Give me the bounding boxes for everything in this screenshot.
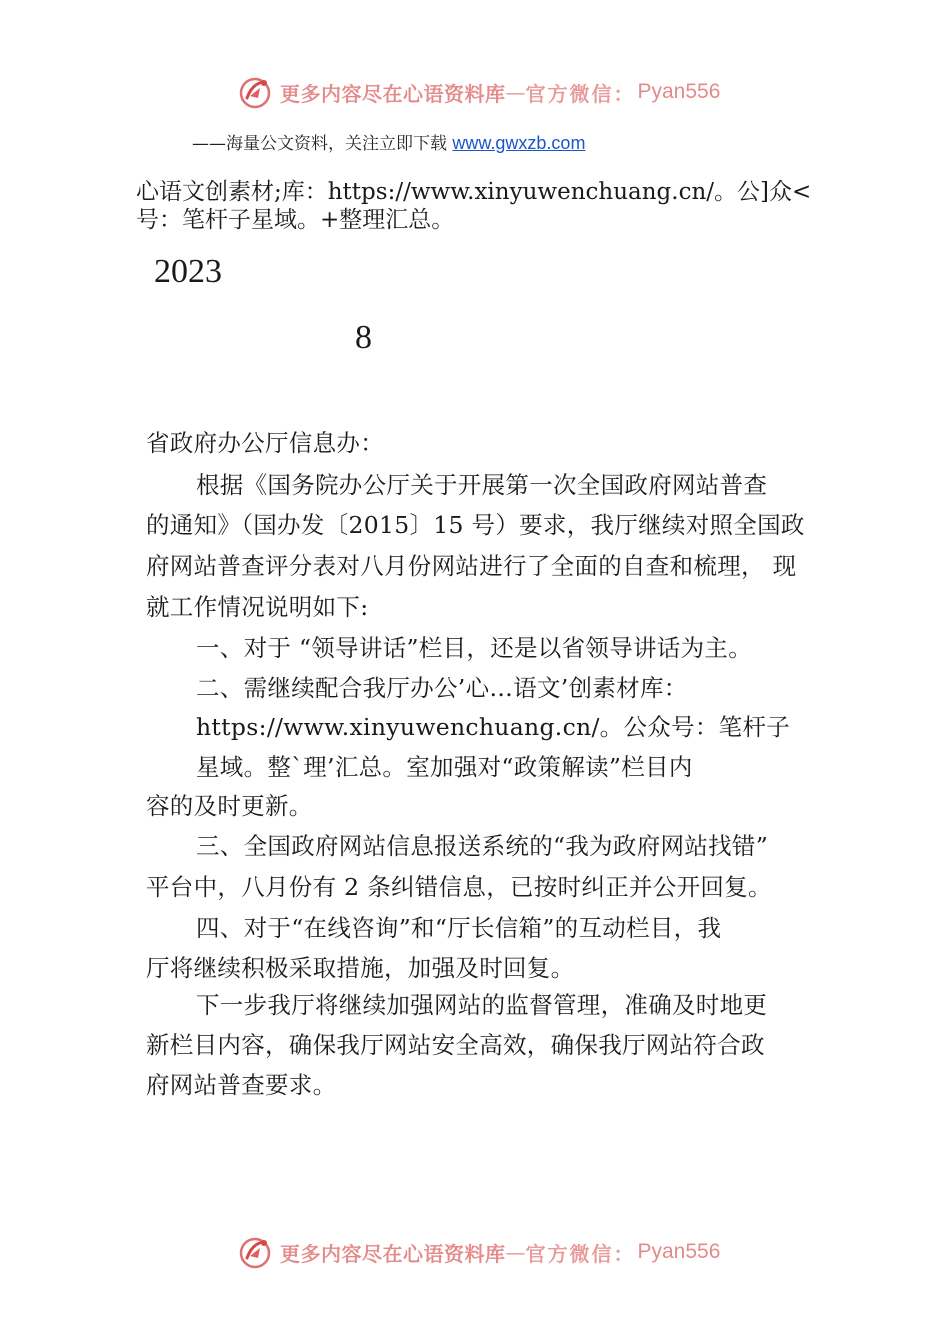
body-line: 星域。整`理’汇总。室加强对“政策解读”栏目内 [196,753,693,781]
brand-logo-icon [238,1234,274,1270]
banner-wechat-id: Pyan556 [637,80,721,103]
body-line: 下一步我厅将继续加强网站的监督管理，准确及时地更 [196,991,768,1019]
body-line: 根据《国务院办公厅关于开展第一次全国政府网站普查 [196,471,768,499]
body-line: 府网站普查要求。 [146,1071,337,1099]
banner-dash: — [505,80,526,104]
banner-main-text: 更多内容尽在心语资料库 [280,81,506,106]
sub-header-text: ——海量公文资料，关注立即下载 [192,134,453,154]
footer-banner [238,1234,720,1270]
footer-wechat-id: Pyan556 [637,1240,721,1263]
footer-wechat-label: 官方微信： [525,1241,636,1266]
banner-wechat-label: 官方微信： [525,81,636,106]
body-line: 二、需继续配合我厅办公’心…语文’创素材库： [196,674,688,702]
body-line: https://www.xinyuwenchuang.cn/。公众号：笔杆子 [196,713,791,741]
body-line: 四、对于“在线咨询”和“厅长信箱”的互动栏目，我 [196,914,722,942]
brand-logo-icon [238,74,274,110]
body-line: 平台中，八月份有 2 条纠错信息，已按时纠正并公开回复。 [146,873,772,901]
body-line: 的通知》（国办发〔2015〕15 号）要求，我厅继续对照全国政 [146,511,805,539]
month-text: 8 [355,319,372,356]
sub-header-link[interactable]: www.gwxzb.com [452,133,586,153]
body-line: 府网站普查评分表对八月份网站进行了全面的自查和梳理， 现 [146,552,797,580]
body-line: 一、对于 “领导讲话”栏目，还是以省领导讲话为主。 [196,634,752,662]
body-line: 就工作情况说明如下: [146,593,369,621]
watermark-line-1: 心语文创素材;库：https://www.xinyuwenchuang.cn/。公]众< [136,179,812,205]
body-line: 三、全国政府网站信息报送系统的“我为政府网站找错” [196,832,769,860]
top-banner [238,74,720,110]
body-line: 容的及时更新。 [146,792,313,820]
footer-main-text: 更多内容尽在心语资料库 [280,1241,506,1266]
body-line: 厅将继续积极采取措施，加强及时回复。 [146,954,575,982]
footer-dash: — [505,1240,526,1264]
sub-header [192,129,585,154]
salutation: 省政府办公厅信息办： [146,429,384,457]
year-text: 2023 [154,253,222,290]
body-line: 新栏目内容，确保我厅网站安全高效，确保我厅网站符合政 [146,1031,765,1059]
watermark-line-2: 号：笔杆子星域。+整理汇总。 [136,207,455,233]
